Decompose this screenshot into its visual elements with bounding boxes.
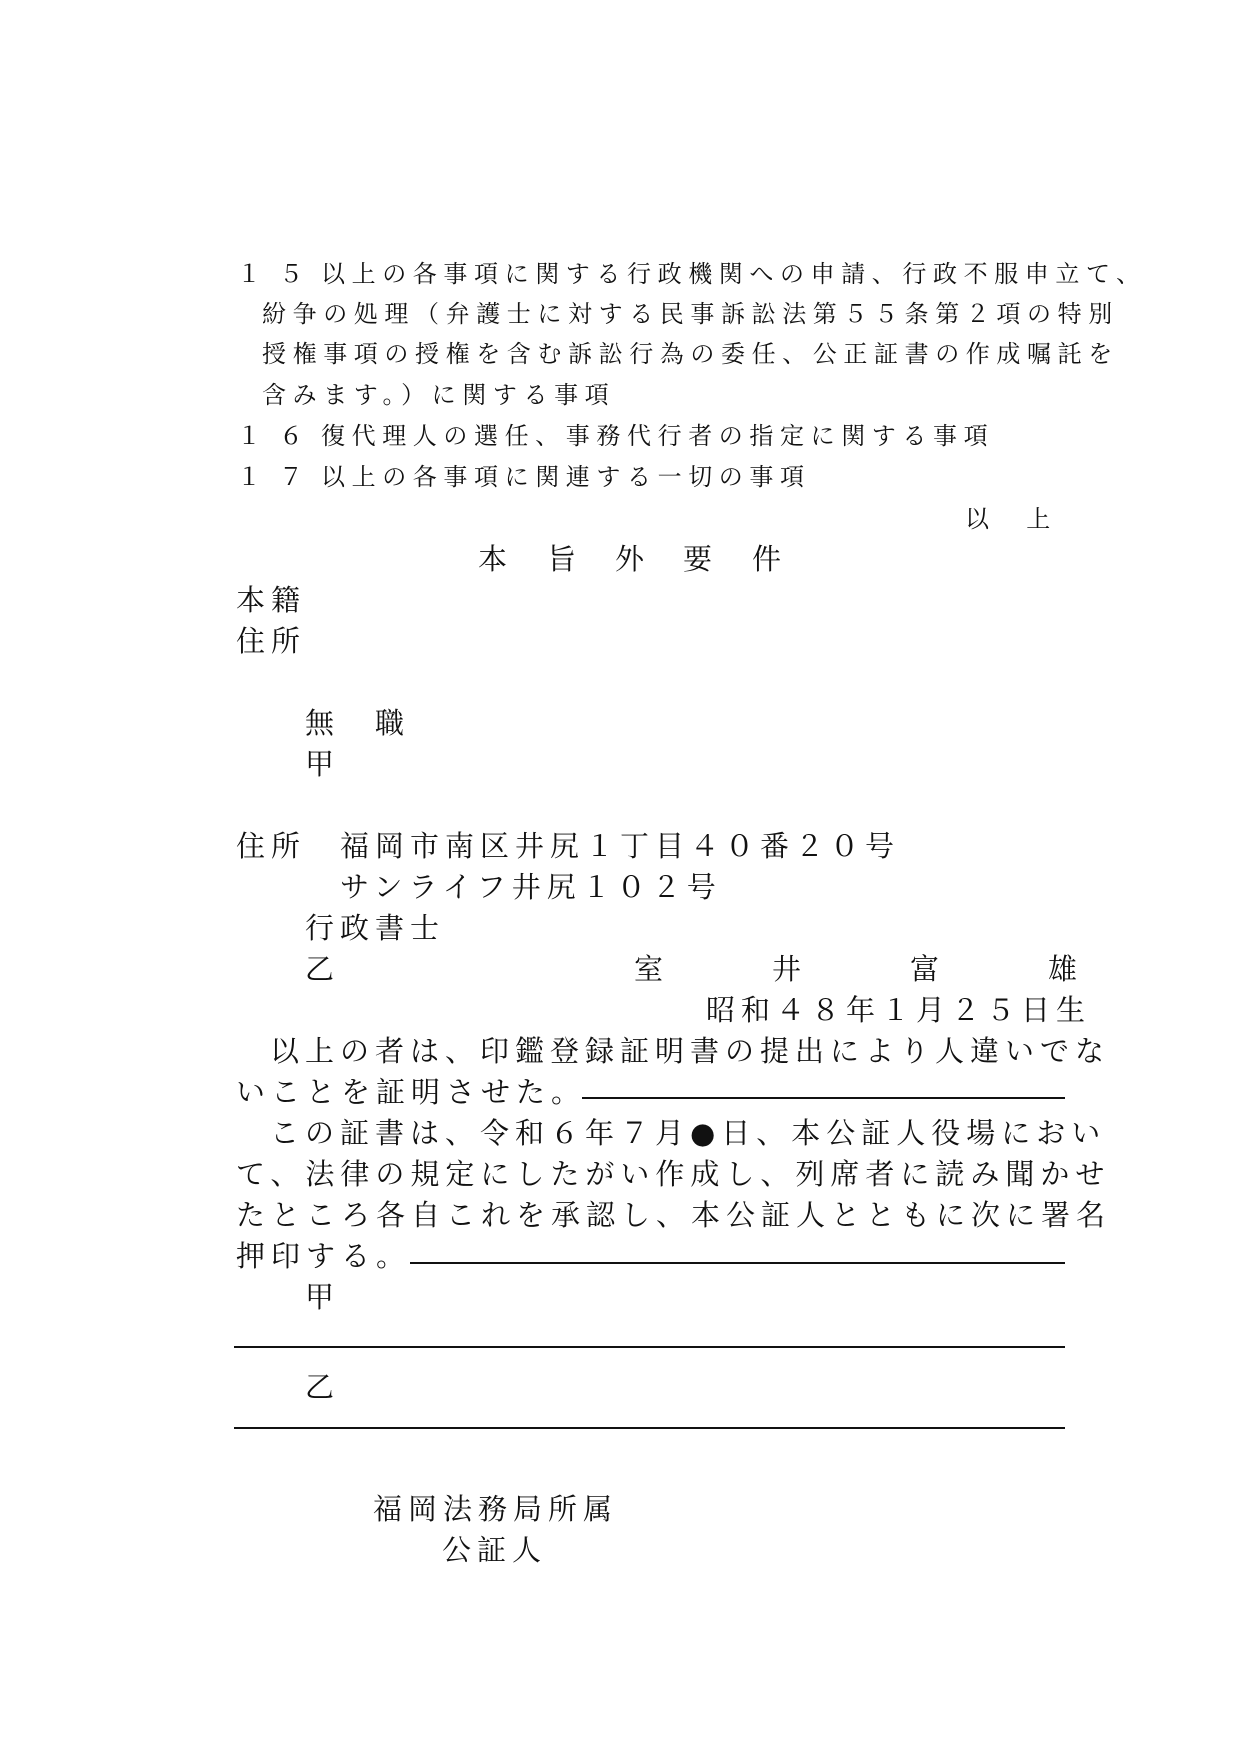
party-a-role: 甲 (305, 747, 341, 781)
address-label-b: 住所 (236, 829, 307, 863)
section-title-char: 件 (752, 542, 782, 576)
item-15-continuation: 含みます。）に関する事項 (262, 381, 616, 409)
signature-line-a (234, 1346, 1065, 1348)
certification-statement-line: たところ各自これを承認し、本公証人とともに次に署名 (236, 1198, 1112, 1232)
name-char: 室 (634, 952, 670, 986)
name-char: 雄 (1048, 952, 1084, 986)
address-line-1: 福岡市南区井尻１丁目４０番２０号 (340, 829, 901, 863)
certification-statement-line: て、法律の規定にしたがい作成し、列席者に読み聞かせ (236, 1157, 1111, 1191)
section-title-char: 旨 (547, 542, 577, 576)
item-15-continuation: 紛争の処理（弁護士に対する民事訴訟法第５５条第２項の特別 (262, 300, 1119, 328)
party-b-role: 乙 (305, 952, 341, 986)
notary-office: 福岡法務局所属 (373, 1492, 619, 1526)
list-item-15 (237, 262, 1147, 286)
address-label-a: 住所 (236, 624, 307, 658)
item-text-line: 以上の各事項に関連する一切の事項 (321, 463, 811, 491)
identity-statement-line: 以上の者は、印鑑登録証明書の提出により人違いでな (270, 1034, 1111, 1068)
birth-date: 昭和４８年１月２５日生 (706, 993, 1092, 1027)
identity-statement-line: いことを証明させた。 (236, 1075, 587, 1109)
item-number: １７ (237, 463, 321, 491)
section-title-char: 要 (683, 542, 713, 576)
fill-line (410, 1262, 1065, 1264)
section-title-char: 本 (478, 542, 508, 576)
name-char: 富 (910, 952, 946, 986)
item-text-line: 復代理人の選任、事務代行者の指定に関する事項 (321, 422, 995, 450)
notary-title: 公証人 (442, 1533, 548, 1567)
signature-a-role: 甲 (305, 1280, 341, 1314)
signature-b-role: 乙 (305, 1370, 341, 1404)
certification-statement-line: この証書は、令和６年７月●日、本公証人役場におい (270, 1116, 1107, 1150)
list-item-17 (237, 465, 811, 489)
item-15-continuation: 授権事項の授権を含む訴訟行為の委任、公正証書の作成嘱託を (262, 340, 1119, 368)
address-line-2: サンライフ井尻１０２号 (340, 870, 722, 904)
signature-line-b (234, 1427, 1065, 1429)
closing-mark: 以 上 (965, 505, 1057, 533)
honseki-label: 本籍 (236, 583, 307, 617)
list-item-16 (237, 424, 994, 448)
name-char: 井 (772, 952, 808, 986)
item-number: １５ (237, 260, 321, 288)
occupation-a: 無 職 (305, 706, 411, 740)
item-text-line: 以上の各事項に関する行政機関への申請、行政不服申立て、 (321, 260, 1147, 288)
occupation-b: 行政書士 (305, 911, 446, 945)
certification-statement-line: 押印する。 (236, 1239, 412, 1273)
fill-line (582, 1097, 1065, 1099)
item-number: １６ (237, 422, 321, 450)
section-title-char: 外 (615, 542, 645, 576)
